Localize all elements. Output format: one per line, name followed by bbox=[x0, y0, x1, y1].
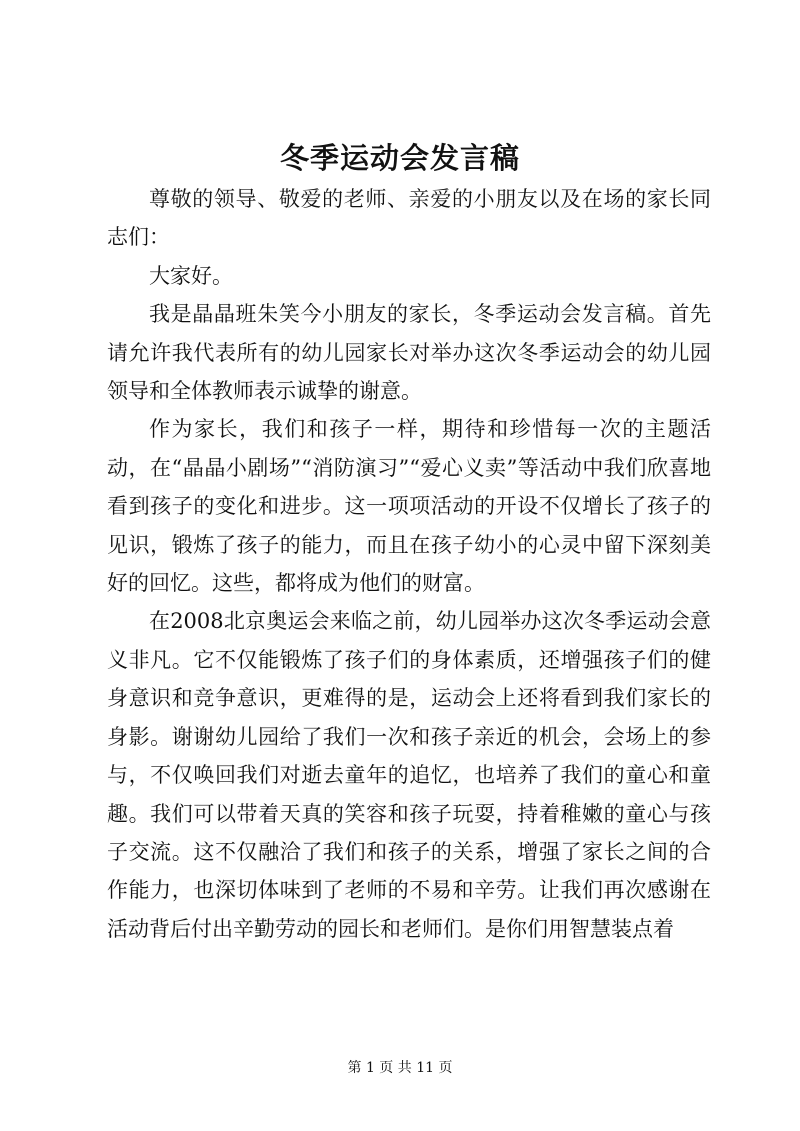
document-body bbox=[107, 180, 711, 948]
paragraph-salutation: 尊敬的领导、敬爱的老师、亲爱的小朋友以及在场的家长同志们： bbox=[107, 187, 711, 250]
paragraph-activities: 作为家长，我们和孩子一样，期待和珍惜每一次的主题活动，在“晶晶小剧场”“消防演习”“爱心义卖”等活动中我们欣喜地看到孩子的变化和进步。这一项项活动的开设不仅增长了孩子的见识，锻炼了孩子的能力，而且在孩子幼小的心灵中留下深刻美好的回忆。这些，都将成为他们的财富。 bbox=[107, 417, 711, 596]
paragraph-greeting: 大家好。 bbox=[149, 263, 233, 288]
document-title: 冬季运动会发言稿 bbox=[279, 141, 520, 175]
paragraph-introduction: 我是晶晶班朱笑今小朋友的家长，冬季运动会发言稿。首先请允许我代表所有的幼儿园家长对举办这次冬季运动会的幼儿园领导和全体教师表示诚挚的谢意。 bbox=[107, 302, 711, 404]
paragraph-olympics: 在2008北京奥运会来临之前，幼儿园举办这次冬季运动会意义非凡。它不仅能锻炼了孩子们的身体素质，还增强孩子们的健身意识和竞争意识，更难得的是，运动会上还将看到我们家长的身影。谢谢幼儿园给了我们一次和孩子亲近的机会，会场上的参与，不仅唤回我们对逝去童年的追忆，也培养了我们的童心和童趣。我们可以带着天真的笑容和孩子玩耍，持着稚嫩的童心与孩子交流。这不仅融洽了我们和孩子的关系，增强了家长之间的合作能力，也深切体味到了老师的不易和辛劳。让我们再次感谢在活动背后付出辛勤劳动的园长和老师们。是你们用智慧装点着 bbox=[107, 609, 711, 941]
page-footer: 第 1 页 共 11 页 bbox=[347, 1060, 453, 1076]
